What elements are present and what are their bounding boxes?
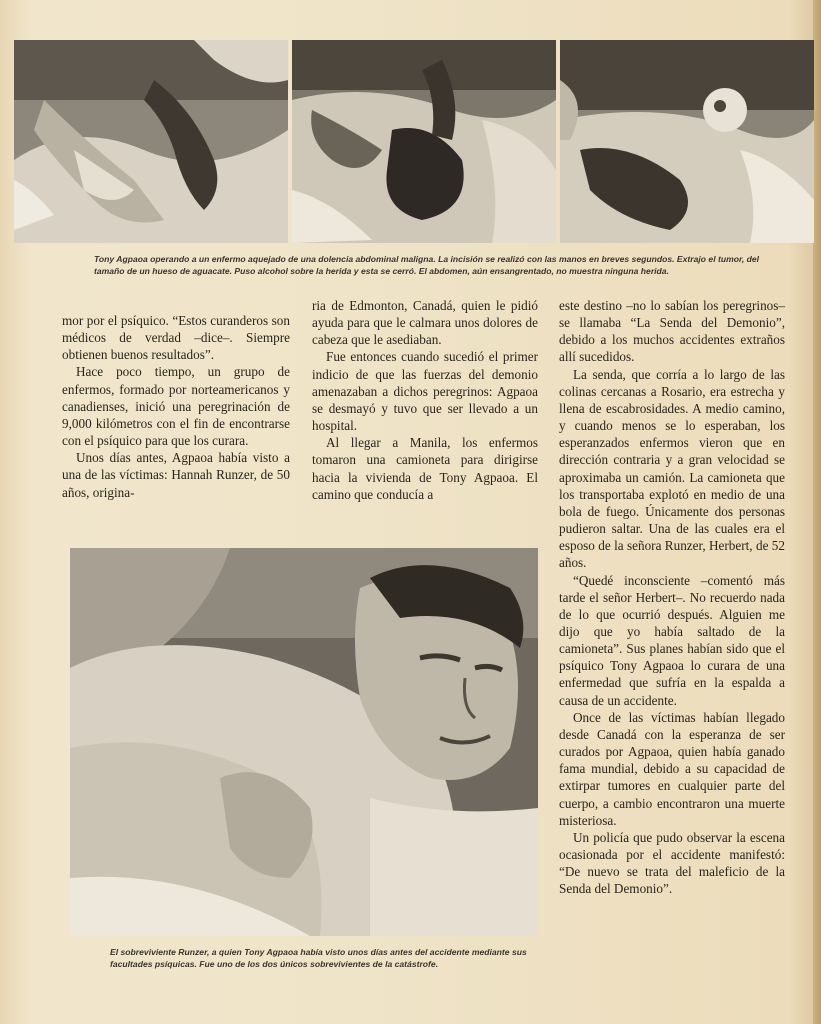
page-spine-edge	[813, 0, 821, 1024]
bottom-photo-caption: El sobreviviente Runzer, a quien Tony Agpaoa había visto unos días antes del accidente mediante sus facultades psíquicas. Fue uno de los dos únicos sobrevivientes de la catástrofe.	[110, 947, 527, 969]
paragraph: este destino –no lo sabían los peregrinos– se llamaba “La Senda del Demonio”, debido a los muchos accidentes extraños allí sucedidos.	[559, 298, 785, 365]
text-column-3	[559, 297, 785, 897]
paragraph: Once de las víctimas habían llegado desde Canadá con la esperanza de ser curados por Agpaoa, quien había ganado fama mundial, debido a su capacidad de extirpar tumores en cualquier parte del cuerpo, a cambio encontraron una muerte misteriosa.	[559, 709, 785, 828]
survivor-portrait-photo	[70, 548, 538, 936]
paragraph: ria de Edmonton, Canadá, quien le pidió ayuda para que le calmara unos dolores de cabeza que le asediaban.	[312, 298, 538, 348]
text-column-2	[312, 297, 538, 503]
paragraph: Unos días antes, Agpaoa había visto a una de las víctimas: Hannah Runzer, de 50 años, origina-	[62, 450, 290, 500]
paragraph: Al llegar a Manila, los enfermos tomaron una camioneta para dirigirse hacia la vivienda de Tony Agpaoa. El camino que conducía a	[312, 435, 538, 502]
surgery-photo-abdomen	[560, 40, 814, 243]
paragraph: Un policía que pudo observar la escena ocasionada por el accidente manifestó: “De nuevo se trata del maleficio de la Senda del Demonio”.	[559, 829, 785, 897]
paragraph: mor por el psíquico. “Estos curanderos son médicos de verdad –dice–. Siempre obtienen buenos resultados”.	[62, 313, 290, 363]
paragraph: “Quedé inconsciente –comentó más tarde el señor Herbert–. No recuerdo nada de lo que ocurrió después. Alguien me dijo que yo había saltado de la camioneta”. Sus planes habían sido que el psíquico Tony Agpaoa lo curara de una enfermedad que sufría en la espalda a causa de un accidente.	[559, 572, 785, 708]
paragraph: Hace poco tiempo, un grupo de enfermos, formado por norteamericanos y canadienses, inició una peregrinación de 9,000 kilómetros con el fin de encontrarse con el psíquico para que los curara.	[62, 364, 290, 449]
text-column-1	[62, 312, 290, 501]
top-photo-caption: Tony Agpaoa operando a un enfermo aquejado de una dolencia abdominal maligna. La incisión se realizó con las manos en breves segundos. Extrajo el tumor, del tamaño de un hueso de aguacate. Puso alcohol sobre la herida y esta se cerró. El abdomen, aún ensangrentado, no muestra ninguna herida.	[94, 254, 760, 276]
surgery-photo-incision	[292, 40, 556, 243]
paragraph: La senda, que corría a lo largo de las colinas cercanas a Rosario, era estrecha y llena de escabrosidades. A medio camino, y cuando menos se lo esperaban, los esperanzados enfermos vieron que en dirección contraria y a gran velocidad se aproximaba un camión. La camioneta que los transportaba explotó en medio de una bola de fuego. Únicamente dos personas pudieron saltar. Una de las cuales era el esposo de la señora Runzer, Herbert, de 52 años.	[559, 366, 785, 571]
paragraph: Fue entonces cuando sucedió el primer indicio de que las fuerzas del demonio amenazaban a dichos peregrinos: Agpaoa se desmayó y tuvo que ser llevado a un hospital.	[312, 349, 538, 434]
surgery-photo-hands	[14, 40, 288, 243]
